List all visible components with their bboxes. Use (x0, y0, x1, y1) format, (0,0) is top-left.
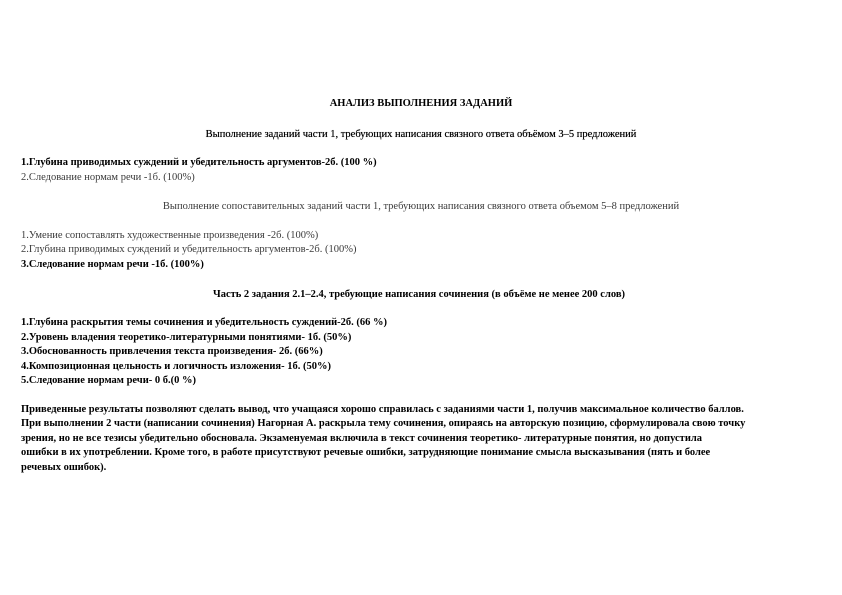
section2-item-2: 2.Глубина приводимых суждений и убедительность аргументов-2б. (100%) (21, 244, 357, 255)
section1-heading: Выполнение заданий части 1, требующих написания связного ответа объёмом 3–5 предложений (205, 129, 637, 140)
section3-item-3: 3.Обоснованность привлечения текста произведения- 2б. (66%) (21, 346, 323, 357)
section3-item-1: 1.Глубина раскрытия темы сочинения и убедительность суждений-2б. (66 %) (21, 317, 388, 328)
section3-item-2: 2.Уровень владения теоретико-литературными понятиями- 1б. (50%) (21, 332, 352, 343)
section1-item-2: 2.Следование нормам речи -1б. (100%) (21, 172, 195, 183)
conclusion-line-4: ошибки в их употреблении. Кроме того, в работе присутствуют речевые ошибки, затрудняющие понимание смысла высказывания (пять и более (21, 447, 711, 458)
section1-item-1: 1.Глубина приводимых суждений и убедительность аргументов-2б. (100 %) (21, 157, 377, 168)
section2-heading: Выполнение сопоставительных заданий части 1, требующих написания связного ответа объемом 5–8 предложений (162, 201, 680, 212)
section2-item-1: 1.Умение сопоставлять художественные произведения -2б. (100%) (21, 230, 319, 241)
conclusion-line-5: речевых ошибок). (21, 462, 107, 473)
section3-heading: Часть 2 задания 2.1–2.4, требующие написания сочинения (в объёме не менее 200 слов) (212, 289, 626, 300)
page-title: АНАЛИЗ ВЫПОЛНЕНИЯ ЗАДАНИЙ (329, 98, 513, 109)
conclusion-line-1: Приведенные результаты позволяют сделать вывод, что учащаяся хорошо справилась с заданиями части 1, получив максимальное количество баллов. (21, 404, 744, 415)
section2-item-3: 3.Следование нормам речи -1б. (100%) (21, 259, 204, 270)
conclusion-line-3: зрения, но не все тезисы убедительно обосновала. Экзаменуемая включила в текст сочинения теоретико- литературные понятия, но допустила (21, 433, 703, 444)
section3-item-4: 4.Композиционная цельность и логичность изложения- 1б. (50%) (21, 361, 331, 372)
conclusion-line-2: При выполнении 2 части (написании сочинения) Нагорная А. раскрыла тему сочинения, опираясь на авторскую позицию, сформулировала свою точку (21, 418, 746, 429)
section3-item-5: 5.Следование нормам речи- 0 б.(0 %) (21, 375, 197, 386)
